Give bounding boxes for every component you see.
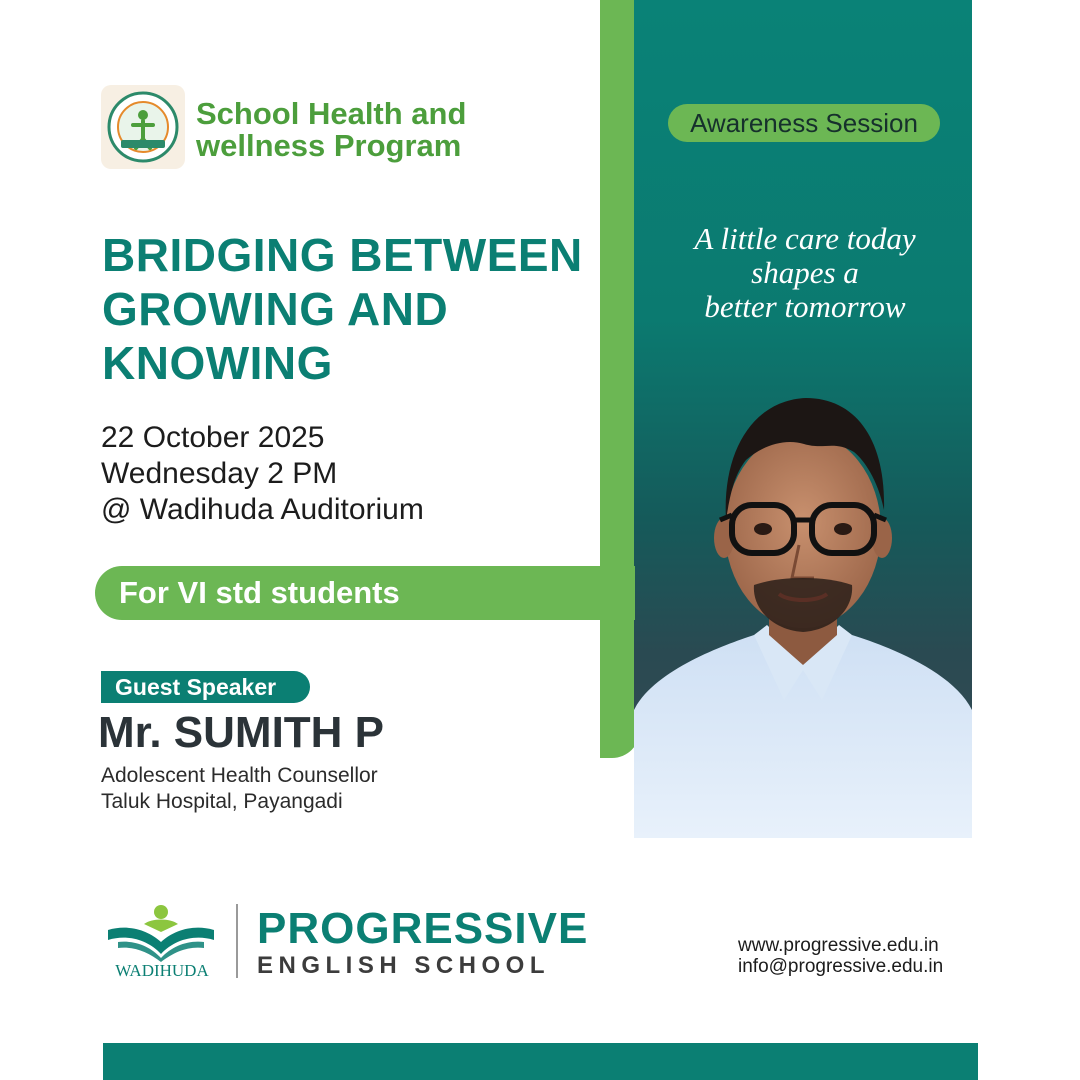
quote-line-2: shapes a (751, 255, 859, 290)
headline-line-3: KNOWING (102, 337, 333, 389)
event-venue: @ Wadihuda Auditorium (101, 493, 424, 526)
contact-info (738, 935, 1038, 977)
event-date: 22 October 2025 (101, 421, 325, 454)
wadihuda-open-book-logo-icon (104, 902, 218, 962)
speaker-role-line-2: Taluk Hospital, Payangadi (101, 790, 343, 813)
school-name: PROGRESSIVE (257, 904, 589, 953)
school-subtitle: ENGLISH SCHOOL (257, 952, 551, 979)
footer-bar (103, 1043, 978, 1080)
email-link[interactable]: info@progressive.edu.in (738, 956, 944, 977)
tagline-quote (640, 222, 970, 324)
quote-line-1: A little care today (694, 221, 916, 256)
event-details (101, 420, 581, 528)
speaker-role-line-1: Adolescent Health Counsellor (101, 764, 378, 787)
wadihuda-wordmark: WADIHUDA (115, 961, 209, 980)
speaker-role (101, 763, 521, 815)
speaker-name: Mr. SUMITH P (98, 708, 385, 757)
awareness-session-badge: Awareness Session (668, 104, 940, 142)
headline-line-2: GROWING AND (102, 283, 449, 335)
event-headline (102, 228, 602, 390)
audience-banner: For VI std students (95, 566, 635, 620)
quote-line-3: better tomorrow (704, 289, 906, 324)
website-link[interactable]: www.progressive.edu.in (738, 935, 939, 956)
speaker-portrait (634, 380, 972, 838)
program-title (196, 98, 536, 162)
school-health-wellness-logo (101, 85, 185, 169)
event-day-time: Wednesday 2 PM (101, 457, 338, 490)
program-title-line-1: School Health and (196, 96, 467, 131)
headline-line-1: BRIDGING BETWEEN (102, 229, 583, 281)
program-title-line-2: wellness Program (196, 128, 462, 163)
footer-divider (236, 904, 238, 978)
guest-speaker-tag: Guest Speaker (101, 671, 310, 703)
school-health-wellness-emblem-icon (101, 85, 185, 169)
